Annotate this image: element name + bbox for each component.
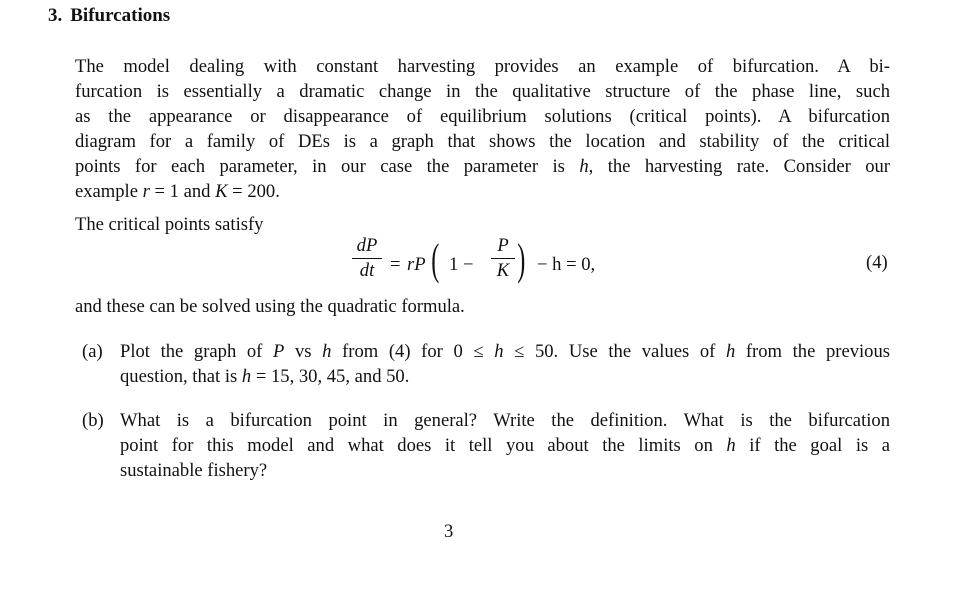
- paragraph-line: diagram for a family of DEs is a graph that shows the location and stability of the critical: [75, 131, 890, 152]
- text-fragment: vs: [284, 341, 323, 362]
- question-label: (a): [82, 341, 103, 362]
- text-fragment: point for this model and what does it tell you about the limits on: [120, 435, 727, 456]
- paragraph-line: [75, 179, 890, 204]
- right-paren: ): [517, 235, 526, 284]
- equation-number: (4): [866, 252, 888, 273]
- question-line: What is a bifurcation point in general? Write the definition. What is the bifurcation: [120, 410, 890, 431]
- question-line: [120, 364, 890, 389]
- paragraph-line: The model dealing with constant harvesting provides an example of bifurcation. A bi-: [75, 56, 890, 77]
- derivative-fraction: [352, 236, 382, 281]
- page-number: 3: [444, 521, 454, 542]
- text-fragment: from (4) for 0 ≤: [331, 341, 495, 362]
- question-line: [120, 339, 890, 364]
- paragraph-line: [75, 154, 890, 179]
- text-fragment: Plot the graph of: [120, 341, 274, 362]
- question-line: [120, 433, 890, 458]
- fraction-bar: [491, 258, 515, 259]
- question-body: [120, 408, 890, 483]
- math-variable: h: [322, 341, 332, 362]
- fraction-denominator: dt: [359, 260, 375, 281]
- text-fragment: = 200.: [227, 181, 280, 202]
- text-fragment: , the harvesting rate. Consider our: [588, 156, 890, 177]
- equation-4: [352, 232, 622, 290]
- question-label: (b): [82, 410, 104, 431]
- text-fragment: = 15, 30, 45, and 50.: [251, 366, 410, 387]
- fraction-bar: [352, 258, 382, 259]
- text-fragment: ≤ 50. Use the values of: [503, 341, 726, 362]
- math-term-tail: − h = 0,: [537, 254, 596, 275]
- text-fragment: points for each parameter, in our case the parameter is: [75, 156, 580, 177]
- quadratic-paragraph: and these can be solved using the quadratic formula.: [75, 296, 465, 317]
- math-variable: P: [273, 341, 285, 362]
- fraction-numerator: dP: [356, 235, 378, 256]
- math-variable: h: [579, 156, 589, 177]
- math-term-rP: rP: [407, 254, 426, 275]
- math-variable: h: [494, 341, 504, 362]
- text-fragment: = 1 and: [149, 181, 216, 202]
- text-fragment: if the goal is a: [735, 435, 890, 456]
- question-line: sustainable fishery?: [120, 460, 268, 481]
- text-fragment: example: [75, 181, 143, 202]
- math-variable: h: [726, 435, 736, 456]
- text-fragment: question, that is: [120, 366, 242, 387]
- math-variable: K: [215, 181, 228, 202]
- section-heading: [48, 5, 170, 27]
- fraction-denominator: K: [496, 260, 510, 281]
- section-title: Bifurcations: [70, 5, 171, 26]
- left-paren: (: [431, 235, 440, 284]
- paragraph-line: furcation is essentially a dramatic change in the qualitative structure of the phase line, such: [75, 81, 890, 102]
- paragraph-line: as the appearance or disappearance of equilibrium solutions (critical points). A bifurcation: [75, 106, 890, 127]
- fraction-numerator: P: [497, 235, 509, 256]
- section-number: 3.: [48, 5, 63, 26]
- question-body: [120, 339, 890, 389]
- math-variable: h: [241, 366, 252, 387]
- math-term-one-minus: 1 −: [449, 254, 474, 275]
- intro-paragraph: [75, 54, 890, 204]
- ratio-fraction: [491, 236, 515, 281]
- text-fragment: from the previous: [735, 341, 890, 362]
- equals-sign: =: [390, 254, 401, 275]
- math-variable: r: [142, 181, 150, 202]
- critical-points-intro: The critical points satisfy: [75, 214, 264, 235]
- math-variable: h: [725, 341, 736, 362]
